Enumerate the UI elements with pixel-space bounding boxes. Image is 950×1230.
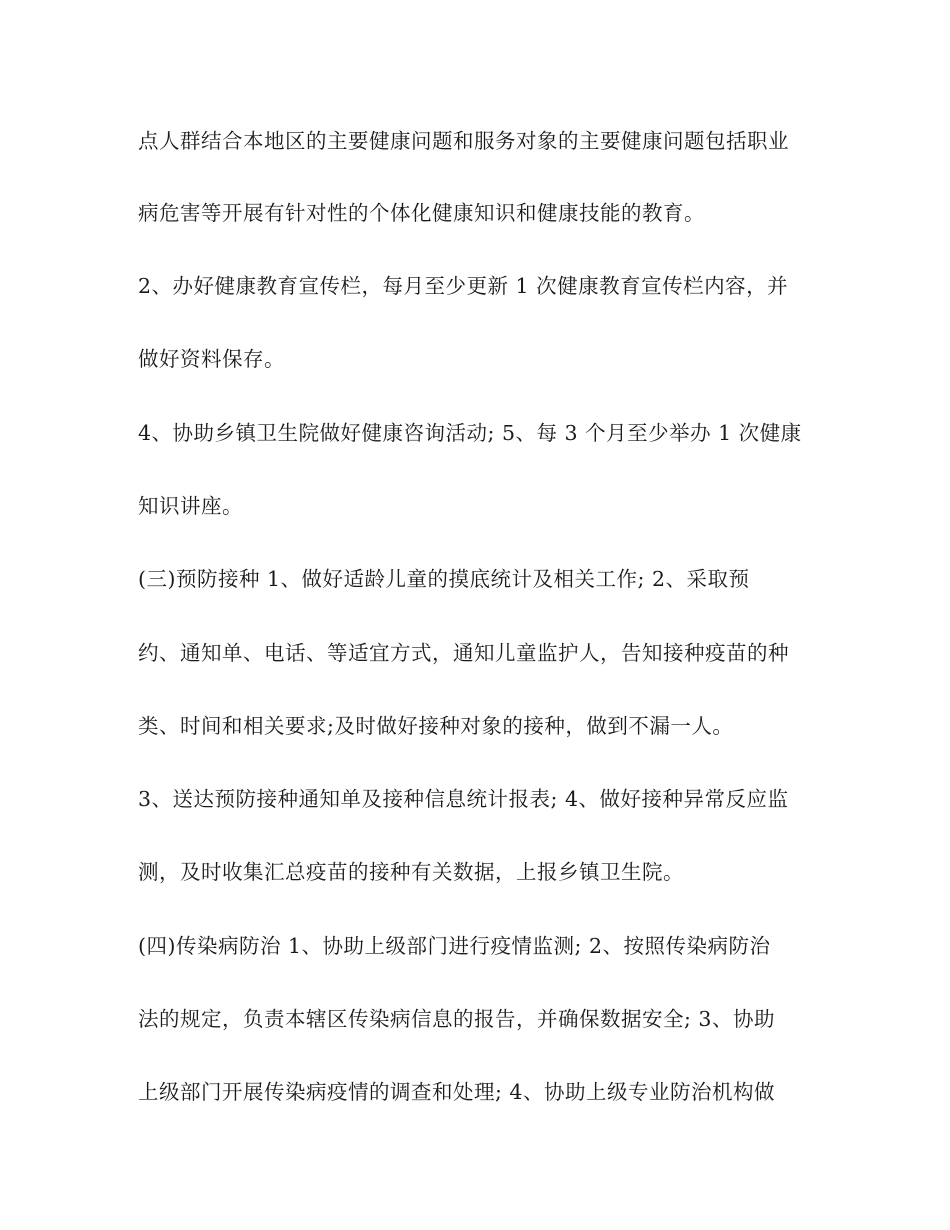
- text-line: 类、时间和相关要求;及时做好接种对象的接种，做到不漏一人。: [138, 714, 734, 738]
- text-line: (四)传染病防治 1、协助上级部门进行疫情监测; 2、按照传染病防治: [138, 934, 771, 958]
- text-line: 4、协助乡镇卫生院做好健康咨询活动; 5、每 3 个月至少举办 1 次健康: [138, 421, 802, 445]
- text-line: 知识讲座。: [138, 494, 243, 518]
- text-line: 约、通知单、电话、等适宜方式，通知儿童监护人，告知接种疫苗的种: [138, 641, 789, 665]
- text-line: (三)预防接种 1、做好适龄儿童的摸底统计及相关工作; 2、采取预: [138, 567, 750, 591]
- text-line: 3、送达预防接种通知单及接种信息统计报表; 4、做好接种异常反应监: [138, 787, 789, 811]
- text-line: 病危害等开展有针对性的个体化健康知识和健康技能的教育。: [138, 201, 705, 225]
- text-line: 测，及时收集汇总疫苗的接种有关数据，上报乡镇卫生院。: [138, 860, 684, 884]
- text-line: 做好资料保存。: [138, 347, 285, 371]
- text-line: 点人群结合本地区的主要健康问题和服务对象的主要健康问题包括职业: [138, 129, 789, 153]
- text-line: 2、办好健康教育宣传栏，每月至少更新 1 次健康教育宣传栏内容，并: [138, 274, 789, 298]
- text-line: 法的规定，负责本辖区传染病信息的报告，并确保数据安全; 3、协助: [138, 1007, 775, 1031]
- text-line: 上级部门开展传染病疫情的调查和处理; 4、协助上级专业防治机构做: [138, 1080, 775, 1104]
